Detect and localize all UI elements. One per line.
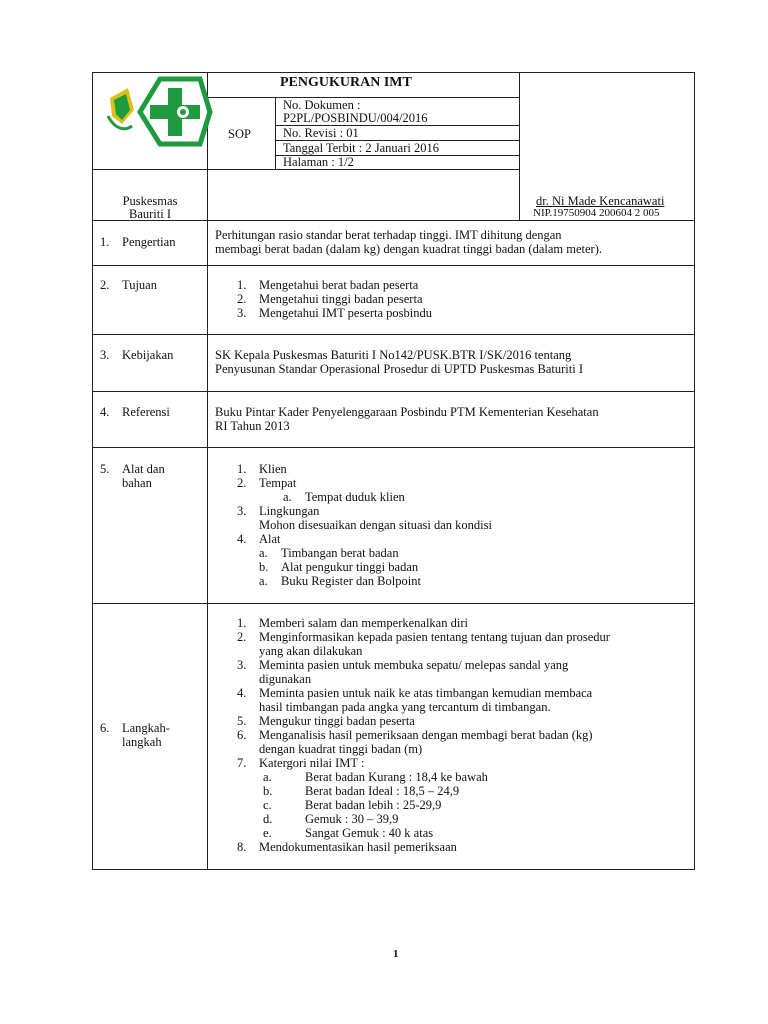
section-number: 1.: [100, 235, 110, 249]
list-marker: 1.: [237, 278, 247, 292]
signer-nip: NIP.19750904 200604 2 005: [533, 207, 660, 219]
list-item-cont: digunakan: [259, 672, 312, 686]
list-item: Mendokumentasikan hasil pemeriksaan: [259, 840, 457, 854]
list-note: Mohon disesuaikan dengan situasi dan kondisi: [259, 518, 492, 532]
doc-number-value: P2PL/POSBINDU/004/2016: [283, 111, 428, 125]
imt-category: Berat badan Ideal : 18,5 – 24,9: [305, 784, 460, 798]
list-marker: 4.: [237, 686, 247, 700]
list-marker: 4.: [237, 532, 247, 546]
list-item: Klien: [259, 462, 287, 476]
section-label-langkah-line2: langkah: [122, 735, 162, 749]
health-cross-icon: [140, 79, 210, 144]
table-column-divider: [207, 72, 208, 869]
table-border-top: [92, 72, 695, 73]
imt-category: Sangat Gemuk : 40 k atas: [305, 826, 434, 840]
list-item: Mengetahui IMT peserta posbindu: [259, 306, 432, 320]
clinic-name-line1: Puskesmas: [122, 194, 178, 208]
list-marker: e.: [263, 826, 272, 840]
list-subitem: Alat pengukur tinggi badan: [281, 560, 419, 574]
list-marker: d.: [263, 812, 273, 826]
list-item-cont: hasil timbangan pada angka yang tercantum di timbangan.: [259, 700, 551, 714]
list-item: Memberi salam dan memperkenalkan diri: [259, 616, 468, 630]
kebijakan-text-line2: Penyusunan Standar Operasional Prosedur di UPTD Puskesmas Baturiti I: [215, 362, 584, 376]
list-marker: 3.: [237, 306, 247, 320]
list-marker: b.: [259, 560, 269, 574]
list-item-cont: yang akan dilakukan: [259, 644, 363, 658]
section-label-alat-line1: Alat dan: [122, 462, 165, 476]
header-divider-right: [519, 72, 520, 220]
header-bottom-left: [92, 169, 520, 170]
revision-number: No. Revisi : 01: [283, 126, 359, 140]
list-marker: 5.: [237, 714, 247, 728]
list-marker: 3.: [237, 658, 247, 672]
list-marker: a.: [283, 490, 292, 504]
list-marker: 2.: [237, 630, 247, 644]
table-border-bottom: [92, 869, 695, 870]
section-label-tujuan: Tujuan: [122, 278, 157, 292]
list-subitem: Buku Register dan Bolpoint: [281, 574, 421, 588]
list-marker: 8.: [237, 840, 247, 854]
section-label-kebijakan: Kebijakan: [122, 348, 174, 362]
list-item-cont: dengan kuadrat tinggi badan (m): [259, 742, 423, 756]
list-item: Meminta pasien untuk naik ke atas timbangan kemudian membaca: [259, 686, 593, 700]
signer-name: dr. Ni Made Kencanawati: [536, 194, 665, 208]
row-line: [92, 447, 695, 448]
list-item: Meminta pasien untuk membuka sepatu/ melepas sandal yang: [259, 658, 569, 672]
row-line: [92, 265, 695, 266]
referensi-text-line2: RI Tahun 2013: [215, 419, 290, 433]
sop-label: SOP: [228, 127, 251, 141]
referensi-text-line1: Buku Pintar Kader Penyelenggaraan Posbindu PTM Kementerian Kesehatan: [215, 405, 599, 419]
list-marker: 1.: [237, 616, 247, 630]
list-marker: a.: [259, 546, 268, 560]
section-label-langkah-line1: Langkah-: [122, 721, 170, 735]
section-number: 2.: [100, 278, 110, 292]
pengertian-text-line2: membagi berat badan (dalam kg) dengan kuadrat tinggi badan (dalam meter).: [215, 242, 602, 256]
section-number: 5.: [100, 462, 110, 476]
list-marker: a.: [263, 770, 272, 784]
pengertian-text-line1: Perhitungan rasio standar berat terhadap tinggi. IMT dihitung dengan: [215, 228, 562, 242]
list-marker: 7.: [237, 756, 247, 770]
section-label-referensi: Referensi: [122, 405, 170, 419]
section-number: 6.: [100, 721, 110, 735]
section-number: 3.: [100, 348, 110, 362]
list-item: Mengetahui berat badan peserta: [259, 278, 419, 292]
kebijakan-text-line1: SK Kepala Puskesmas Baturiti I No142/PUSK.BTR I/SK/2016 tentang: [215, 348, 572, 362]
list-marker: 1.: [237, 462, 247, 476]
imt-category: Berat badan lebih : 25-29,9: [305, 798, 442, 812]
list-marker: 6.: [237, 728, 247, 742]
list-item: Menganalisis hasil pemeriksaan dengan membagi berat badan (kg): [259, 728, 593, 742]
list-subitem: Timbangan berat badan: [281, 546, 399, 560]
issue-date: Tanggal Terbit : 2 Januari 2016: [283, 141, 439, 155]
puskesmas-logo: [104, 76, 214, 148]
table-border-left: [92, 72, 93, 869]
list-marker: 3.: [237, 504, 247, 518]
page-number: 1: [393, 948, 399, 960]
list-marker: c.: [263, 798, 272, 812]
header-title-bottom: [207, 97, 520, 98]
list-item: Alat: [259, 532, 281, 546]
row-line: [92, 603, 695, 604]
list-marker: 2.: [237, 292, 247, 306]
list-item: Mengukur tinggi badan peserta: [259, 714, 415, 728]
row-line: [92, 391, 695, 392]
header-divider-sop: [275, 97, 276, 169]
row-line: [92, 334, 695, 335]
list-marker: b.: [263, 784, 273, 798]
page-count: Halaman : 1/2: [283, 155, 354, 169]
list-item: Lingkungan: [259, 504, 320, 518]
list-item: Menginformasikan kepada pasien tentang tentang tujuan dan prosedur: [259, 630, 610, 644]
document-title: PENGUKURAN IMT: [280, 75, 412, 90]
list-marker: 2.: [237, 476, 247, 490]
list-item: Mengetahui tinggi badan peserta: [259, 292, 423, 306]
imt-category: Gemuk : 30 – 39,9: [305, 812, 399, 826]
list-marker: a.: [259, 574, 268, 588]
section-number: 4.: [100, 405, 110, 419]
regional-emblem-icon: [108, 88, 134, 129]
clinic-name-line2: Bauriti I: [128, 207, 171, 221]
list-subitem: Tempat duduk klien: [305, 490, 405, 504]
imt-category: Berat badan Kurang : 18,4 ke bawah: [305, 770, 488, 784]
section-label-alat-line2: bahan: [122, 476, 152, 490]
list-item: Katergori nilai IMT :: [259, 756, 365, 770]
table-border-right: [694, 72, 695, 869]
section-label-pengertian: Pengertian: [122, 235, 176, 249]
list-item: Tempat: [259, 476, 297, 490]
doc-number-label: No. Dokumen :: [283, 98, 361, 112]
